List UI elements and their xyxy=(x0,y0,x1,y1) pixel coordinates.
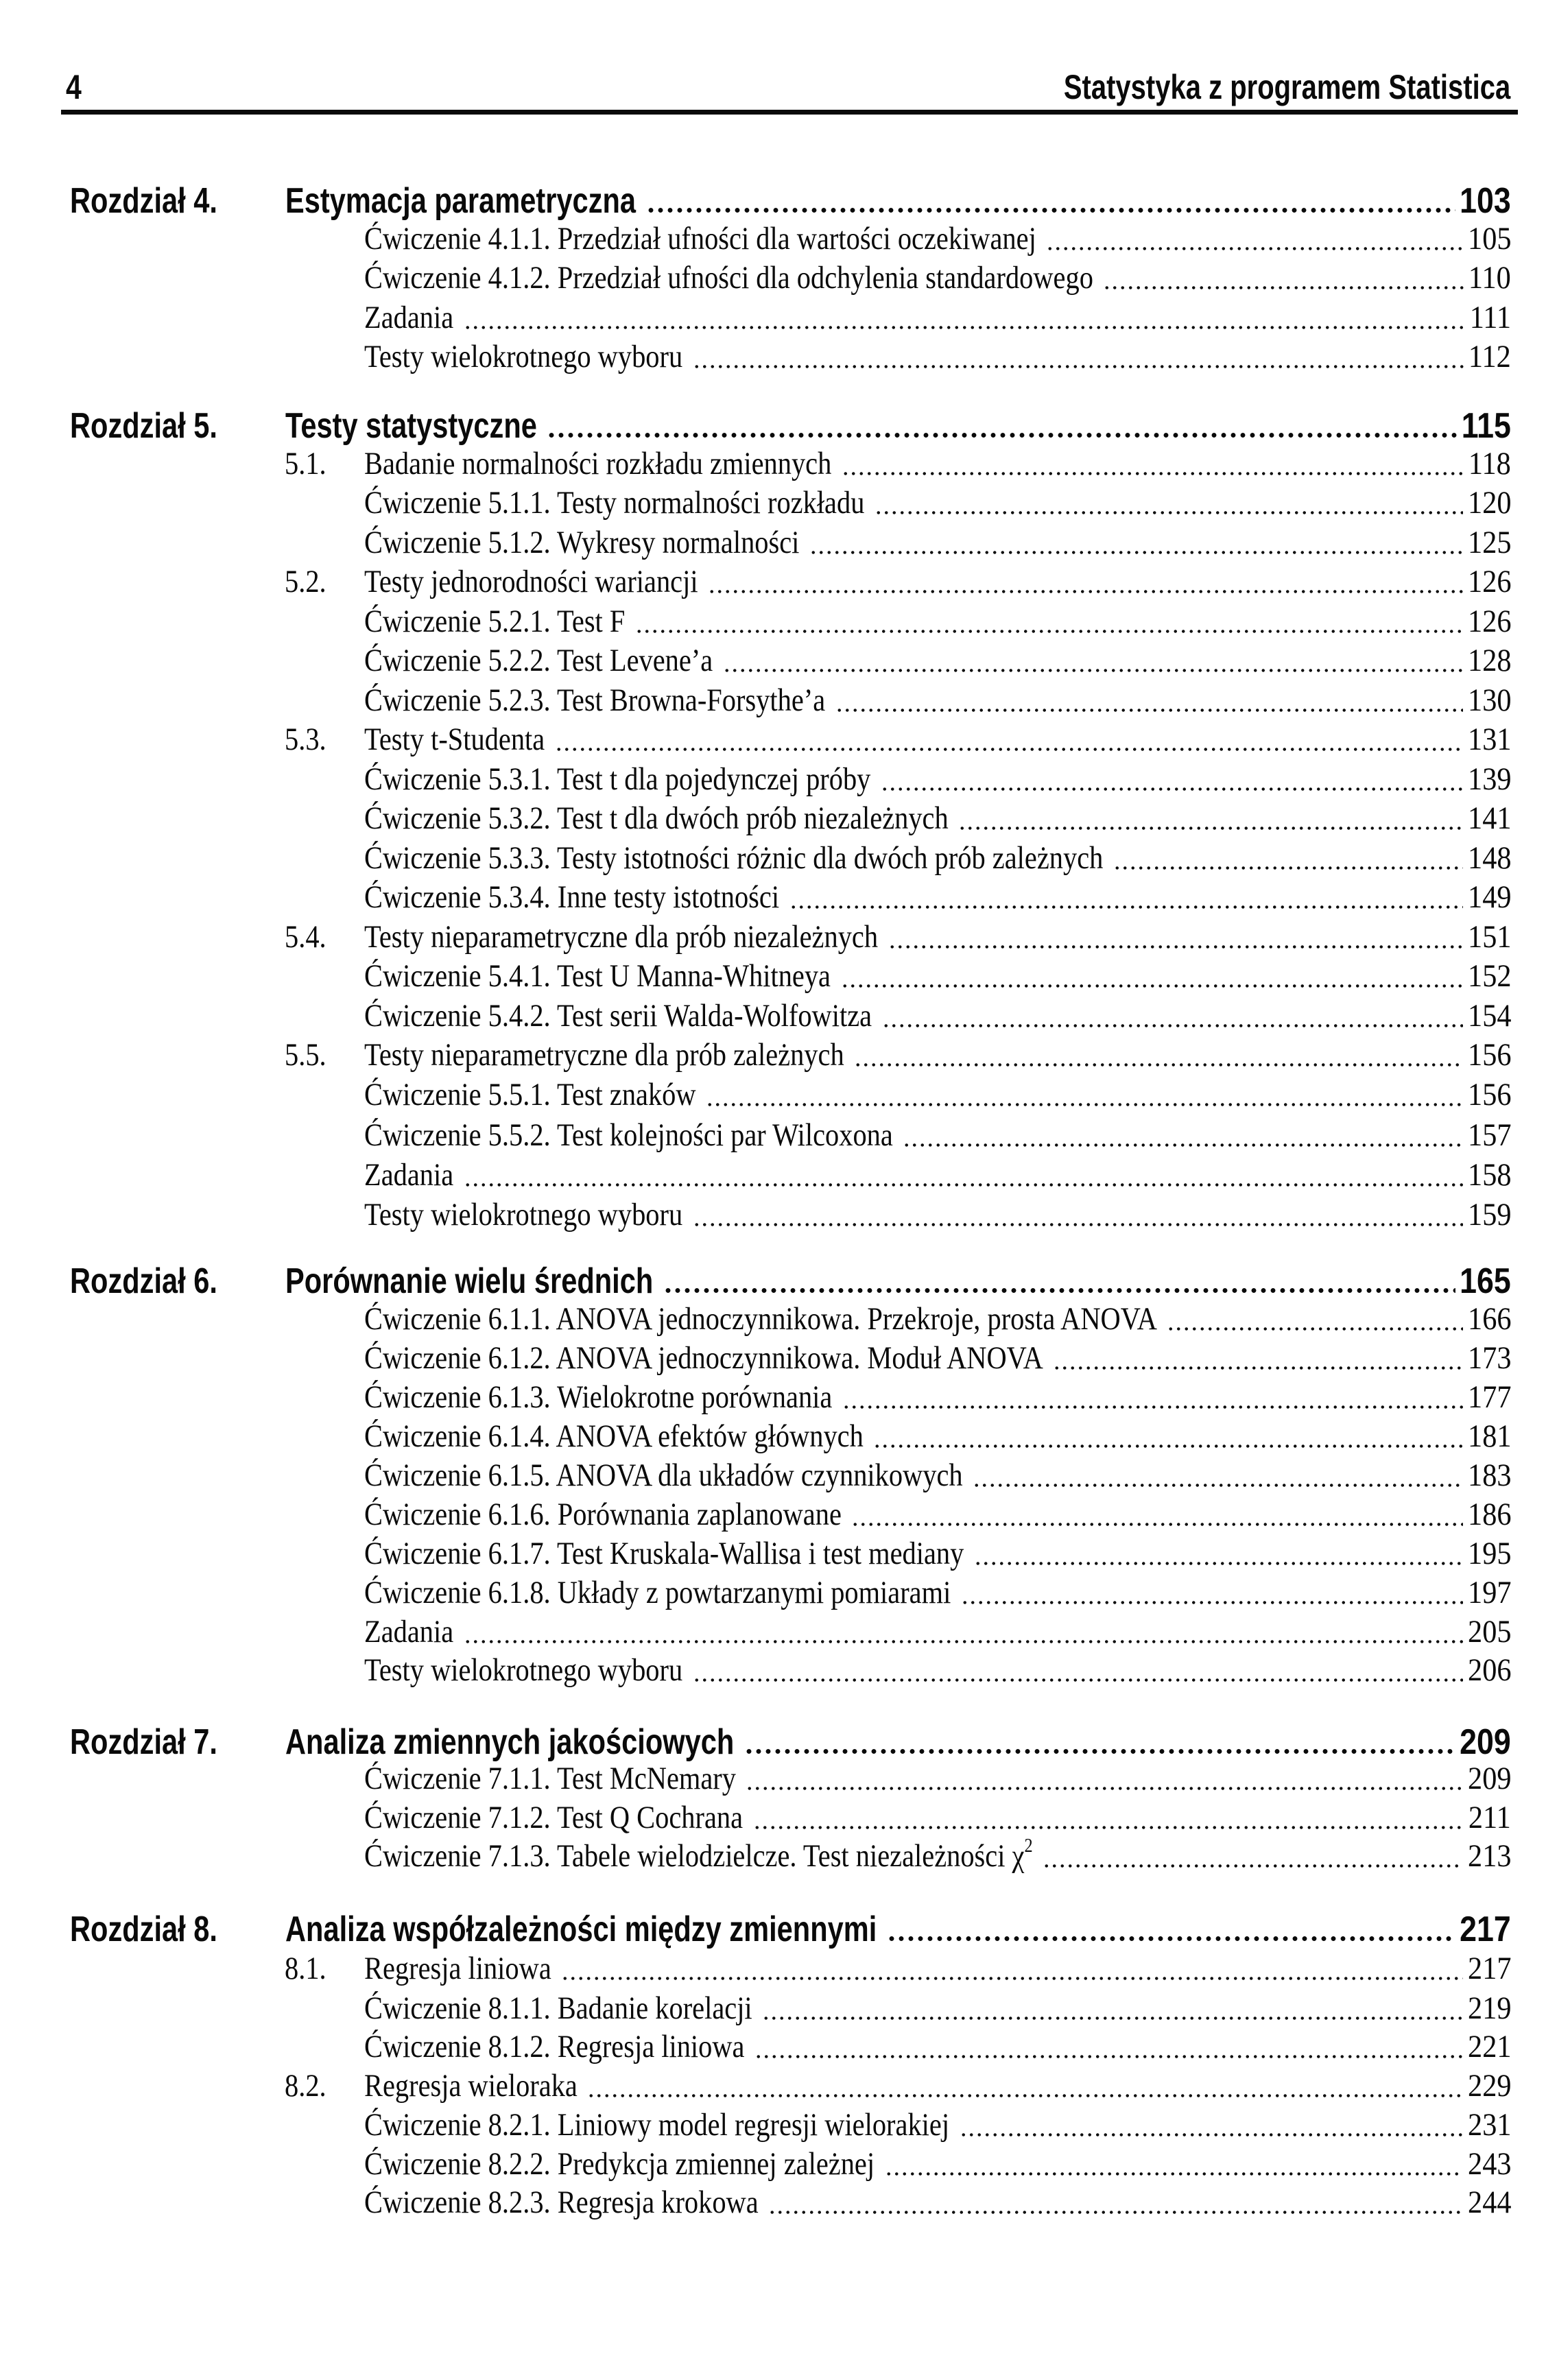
entry-title xyxy=(364,1416,864,1457)
toc-section[interactable] xyxy=(0,2065,1546,2106)
dot-leader xyxy=(708,590,1463,593)
toc-entry[interactable] xyxy=(0,257,1546,298)
dot-leader xyxy=(974,1562,1463,1565)
page-ref: 110 xyxy=(1468,260,1511,296)
dot-leader xyxy=(887,1936,1455,1941)
toc-entry[interactable] xyxy=(0,2182,1546,2223)
dot-leader xyxy=(1053,1366,1463,1370)
dot-leader xyxy=(809,551,1463,554)
page-ref: 128 xyxy=(1467,643,1511,678)
header-rule xyxy=(61,110,1518,115)
page-ref: 205 xyxy=(1467,1614,1511,1650)
toc-entry[interactable] xyxy=(0,1988,1546,2029)
section-number: 5.5. xyxy=(285,1037,326,1073)
section-number: 5.3. xyxy=(285,722,326,757)
toc-entry[interactable] xyxy=(0,640,1546,681)
entry-text: Analiza współzależności między zmiennymi xyxy=(285,1909,877,1949)
entry-title xyxy=(364,798,949,839)
toc-section[interactable] xyxy=(0,1948,1546,1989)
entry-text: Ćwiczenie 8.1.1. Badanie korelacji xyxy=(364,1990,752,2026)
entry-text: Ćwiczenie 6.1.3. Wielokrotne porównania xyxy=(364,1379,833,1415)
page-ref: 157 xyxy=(1467,1117,1511,1153)
page-ref: 165 xyxy=(1460,1261,1511,1301)
toc-chapter[interactable] xyxy=(0,1909,1546,1950)
toc-entry[interactable] xyxy=(0,336,1546,377)
dot-leader xyxy=(646,208,1455,213)
toc-entry[interactable] xyxy=(0,798,1546,839)
dot-leader xyxy=(464,1183,1463,1187)
dot-leader xyxy=(873,1444,1463,1448)
entry-title xyxy=(364,1194,682,1235)
toc-chapter[interactable] xyxy=(0,405,1546,447)
dot-leader xyxy=(842,472,1464,475)
toc-chapter[interactable] xyxy=(0,1722,1546,1763)
entry-text: Ćwiczenie 7.1.1. Test McNemary xyxy=(364,1761,736,1796)
dot-leader xyxy=(854,1063,1463,1067)
page-ref: 186 xyxy=(1467,1497,1511,1532)
page-ref: 221 xyxy=(1467,2029,1511,2064)
dot-leader xyxy=(835,709,1463,712)
entry-text: Ćwiczenie 5.3.3. Testy istotności różnic dla dwóch prób zależnych xyxy=(364,840,1104,876)
toc-entry[interactable] xyxy=(0,1194,1546,1235)
chapter-title xyxy=(285,1261,653,1302)
page-ref: 197 xyxy=(1467,1575,1511,1610)
entry-text: Ćwiczenie 5.1.1. Testy normalności rozkładu xyxy=(364,485,865,521)
dot-leader xyxy=(723,669,1463,672)
entry-text: Testy nieparametryczne dla prób niezależnych xyxy=(364,919,879,955)
page-ref: 211 xyxy=(1468,1800,1511,1835)
page-ref: 103 xyxy=(1460,181,1511,221)
entry-text: Testy t-Studenta xyxy=(364,722,545,757)
toc-entry[interactable] xyxy=(0,680,1546,721)
page-ref: 151 xyxy=(1467,919,1511,955)
entry-text: Ćwiczenie 4.1.1. Przedział ufności dla wartości oczekiwanej xyxy=(364,221,1036,257)
page-ref: 209 xyxy=(1467,1761,1511,1796)
chapter-label: Rozdział 7. xyxy=(70,1722,217,1762)
entry-text: Ćwiczenie 5.5.2. Test kolejności par Wilcoxona xyxy=(364,1117,893,1153)
chapter-title xyxy=(285,180,636,222)
entry-text: Ćwiczenie 5.2.3. Test Browna-Forsythe’a xyxy=(364,682,826,718)
page-ref: 120 xyxy=(1467,485,1511,521)
page-ref: 177 xyxy=(1467,1379,1511,1415)
entry-title xyxy=(364,1797,743,1838)
page-ref: 217 xyxy=(1460,1909,1511,1949)
dot-leader xyxy=(1167,1327,1463,1331)
toc-entry[interactable] xyxy=(0,955,1546,997)
dot-leader xyxy=(706,1103,1463,1106)
dot-leader xyxy=(882,1024,1463,1027)
page-ref: 141 xyxy=(1467,800,1511,836)
page-ref: 139 xyxy=(1467,761,1511,797)
dot-leader xyxy=(753,1826,1464,1829)
dot-leader xyxy=(555,748,1463,751)
toc-entry[interactable] xyxy=(0,1650,1546,1691)
superscript: 2 xyxy=(1024,1835,1033,1857)
entry-text: Porównanie wielu średnich xyxy=(285,1261,654,1301)
section-number: 5.4. xyxy=(285,919,326,955)
entry-title xyxy=(364,336,682,377)
entry-title xyxy=(364,297,453,338)
toc-entry[interactable] xyxy=(0,1377,1546,1418)
entry-text: Ćwiczenie 6.1.1. ANOVA jednoczynnikowa. Przekroje, prosta ANOVA xyxy=(364,1301,1157,1337)
toc-entry[interactable] xyxy=(0,1115,1546,1156)
entry-text: Ćwiczenie 5.3.4. Inne testy istotności xyxy=(364,879,780,915)
entry-title xyxy=(364,759,870,800)
entry-title xyxy=(364,877,779,918)
entry-text: Testy statystyczne xyxy=(285,406,537,446)
chapter-title xyxy=(285,405,537,447)
entry-title xyxy=(364,522,799,563)
toc-section[interactable] xyxy=(0,1034,1546,1075)
page-ref: 183 xyxy=(1467,1457,1511,1493)
page-ref: 156 xyxy=(1467,1077,1511,1112)
page-ref: 229 xyxy=(1467,2068,1511,2104)
page-ref: 148 xyxy=(1467,840,1511,876)
entry-title xyxy=(364,1115,893,1156)
dot-leader xyxy=(746,1787,1463,1790)
entry-title xyxy=(364,916,878,957)
toc-entry[interactable] xyxy=(0,1337,1546,1379)
toc-section[interactable] xyxy=(0,916,1546,957)
page-ref: 244 xyxy=(1467,2185,1511,2220)
dot-leader xyxy=(1103,286,1464,289)
dot-leader xyxy=(464,326,1465,329)
toc-entry[interactable] xyxy=(0,2026,1546,2067)
dot-leader xyxy=(881,787,1463,791)
entry-text: Ćwiczenie 5.2.1. Test F xyxy=(364,604,626,639)
dot-leader xyxy=(464,1640,1463,1643)
page-ref: 130 xyxy=(1467,682,1511,718)
entry-text: Zadania xyxy=(364,1614,454,1650)
section-number: 5.2. xyxy=(285,564,326,599)
dot-leader xyxy=(851,1523,1463,1526)
entry-title xyxy=(364,680,825,721)
dot-leader xyxy=(842,1405,1463,1409)
chapter-label: Rozdział 5. xyxy=(70,406,217,446)
page-ref: 154 xyxy=(1467,998,1511,1034)
page-ref: 213 xyxy=(1467,1838,1511,1874)
toc-entry[interactable] xyxy=(0,2143,1546,2185)
page-ref: 126 xyxy=(1467,564,1511,599)
entry-title xyxy=(364,1377,832,1418)
page-ref: 125 xyxy=(1467,525,1511,560)
entry-text: Ćwiczenie 6.1.7. Test Kruskala-Wallisa i test mediany xyxy=(364,1536,964,1571)
dot-leader xyxy=(903,1143,1463,1147)
entry-text: Testy wielokrotnego wyboru xyxy=(364,1652,683,1688)
page-ref: 231 xyxy=(1467,2107,1511,2143)
toc-entry[interactable] xyxy=(0,482,1546,523)
entry-title xyxy=(364,257,1093,298)
entry-title xyxy=(364,640,713,681)
entry-title xyxy=(364,1572,951,1613)
chapter-title xyxy=(285,1722,734,1763)
dot-leader xyxy=(958,826,1463,830)
entry-title xyxy=(364,2143,875,2185)
chapter-label: Rozdział 4. xyxy=(70,181,217,221)
entry-title xyxy=(364,955,831,997)
toc-entry[interactable] xyxy=(0,1074,1546,1115)
toc-entry[interactable] xyxy=(0,522,1546,563)
toc-entry[interactable] xyxy=(0,1835,1546,1877)
page-ref: 105 xyxy=(1467,221,1511,257)
page-ref: 126 xyxy=(1467,604,1511,639)
entry-title xyxy=(364,443,831,484)
page-ref: 173 xyxy=(1467,1340,1511,1376)
page-ref: 243 xyxy=(1467,2146,1511,2182)
entry-text: Ćwiczenie 8.1.2. Regresja liniowa xyxy=(364,2029,745,2064)
entry-title xyxy=(364,1758,736,1799)
entry-text: Ćwiczenie 6.1.5. ANOVA dla układów czynnikowych xyxy=(364,1457,963,1493)
entry-text: Testy nieparametryczne dla prób zależnych xyxy=(364,1037,844,1073)
toc-chapter[interactable] xyxy=(0,1261,1546,1302)
toc-chapter[interactable] xyxy=(0,180,1546,222)
dot-leader xyxy=(561,1977,1463,1980)
toc-entry[interactable] xyxy=(0,2104,1546,2145)
toc-entry[interactable] xyxy=(0,1572,1546,1613)
dot-leader xyxy=(587,2094,1463,2097)
dot-leader xyxy=(693,1223,1463,1226)
entry-text: Ćwiczenie 8.2.2. Predykcja zmiennej zależnej xyxy=(364,2146,875,2182)
toc-entry[interactable] xyxy=(0,837,1546,879)
dot-leader xyxy=(1046,247,1463,250)
entry-text: Ćwiczenie 4.1.2. Przedział ufności dla odchylenia standardowego xyxy=(364,260,1093,296)
section-number: 5.1. xyxy=(285,446,326,481)
toc-entry[interactable] xyxy=(0,1298,1546,1340)
toc-entry[interactable] xyxy=(0,1455,1546,1496)
entry-title xyxy=(364,482,864,523)
entry-title xyxy=(364,2065,578,2106)
toc-entry[interactable] xyxy=(0,601,1546,642)
toc-section[interactable] xyxy=(0,561,1546,602)
page-ref: 118 xyxy=(1468,446,1511,481)
dot-leader xyxy=(663,1288,1455,1293)
dot-leader xyxy=(635,630,1463,633)
entry-text: Badanie normalności rozkładu zmiennych xyxy=(364,446,832,481)
entry-text: Ćwiczenie 5.5.1. Test znaków xyxy=(364,1077,696,1112)
chapter-label: Rozdział 8. xyxy=(70,1909,217,1949)
chapter-title xyxy=(285,1909,877,1950)
book-title: Statystyka z programem Statistica xyxy=(1063,68,1510,106)
section-number: 8.2. xyxy=(285,2068,326,2104)
dot-leader xyxy=(547,433,1457,438)
dot-leader xyxy=(961,1601,1463,1604)
toc-entry[interactable] xyxy=(0,297,1546,338)
entry-text: Ćwiczenie 6.1.6. Porównania zaplanowane xyxy=(364,1497,842,1532)
entry-text: Ćwiczenie 5.3.2. Test t dla dwóch prób niezależnych xyxy=(364,800,949,836)
entry-text: Testy wielokrotnego wyboru xyxy=(364,1197,683,1233)
page-ref: 111 xyxy=(1469,300,1511,335)
entry-text: Zadania xyxy=(364,300,454,335)
entry-text: Ćwiczenie 5.3.1. Test t dla pojedynczej próby xyxy=(364,761,871,797)
chapter-label: Rozdział 6. xyxy=(70,1261,217,1301)
page-ref: 219 xyxy=(1467,1990,1511,2026)
entry-title xyxy=(364,1948,551,1989)
entry-text: Ćwiczenie 8.2.1. Liniowy model regresji wielorakiej xyxy=(364,2107,950,2143)
entry-title xyxy=(364,218,1036,259)
entry-title xyxy=(364,1611,453,1652)
dot-leader xyxy=(973,1484,1463,1487)
entry-title xyxy=(364,561,698,602)
toc-entry[interactable] xyxy=(0,1533,1546,1574)
dot-leader xyxy=(762,2016,1463,2020)
dot-leader xyxy=(875,511,1463,514)
entry-title xyxy=(364,601,625,642)
page-ref: 195 xyxy=(1467,1536,1511,1571)
entry-text: Ćwiczenie 7.1.2. Test Q Cochrana xyxy=(364,1800,744,1835)
toc-section[interactable] xyxy=(0,719,1546,760)
entry-text: Regresja liniowa xyxy=(364,1951,551,1986)
page-ref: 156 xyxy=(1467,1037,1511,1073)
toc-entry[interactable] xyxy=(0,759,1546,800)
entry-title xyxy=(364,1650,682,1691)
entry-title xyxy=(364,2104,949,2145)
toc-section[interactable] xyxy=(0,443,1546,484)
dot-leader xyxy=(1113,866,1463,870)
entry-text: Ćwiczenie 5.1.2. Wykresy normalności xyxy=(364,525,800,560)
entry-title xyxy=(364,1455,963,1496)
page-ref: 115 xyxy=(1461,406,1511,446)
page-ref: 206 xyxy=(1467,1652,1511,1688)
entry-text: Estymacja parametryczna xyxy=(285,181,637,221)
dot-leader xyxy=(888,945,1463,949)
page-ref: 158 xyxy=(1467,1157,1511,1193)
dot-leader xyxy=(693,365,1464,368)
toc-entry[interactable] xyxy=(0,1494,1546,1535)
page-ref: 217 xyxy=(1467,1951,1511,1986)
toc-entry[interactable] xyxy=(0,218,1546,259)
dot-leader xyxy=(754,2055,1463,2058)
entry-title xyxy=(364,1988,752,2029)
toc-entry[interactable] xyxy=(0,1154,1546,1195)
entry-text: Ćwiczenie 5.2.2. Test Levene’a xyxy=(364,643,713,678)
dot-leader xyxy=(1043,1864,1463,1868)
entry-title xyxy=(364,1298,1157,1340)
entry-text: Ćwiczenie 8.2.3. Regresja krokowa xyxy=(364,2185,759,2220)
entry-text: Ćwiczenie 7.1.3. Tabele wielodzielcze. Test niezależności χ xyxy=(364,1838,1025,1874)
dot-leader xyxy=(768,2211,1463,2214)
entry-title xyxy=(364,1533,964,1574)
entry-title xyxy=(364,1835,1033,1877)
dot-leader xyxy=(693,1678,1463,1682)
entry-title xyxy=(364,837,1103,879)
entry-text: Zadania xyxy=(364,1157,454,1193)
dot-leader xyxy=(960,2133,1463,2137)
entry-text: Ćwiczenie 6.1.8. Układy z powtarzanymi pomiarami xyxy=(364,1575,951,1610)
entry-text: Ćwiczenie 5.4.1. Test U Manna-Whitneya xyxy=(364,958,831,994)
dot-leader xyxy=(841,984,1463,988)
entry-title xyxy=(364,2026,744,2067)
page-ref: 159 xyxy=(1467,1197,1511,1233)
toc-entry[interactable] xyxy=(0,995,1546,1036)
page-ref: 209 xyxy=(1460,1722,1511,1762)
entry-text: Testy wielokrotnego wyboru xyxy=(364,339,683,374)
toc-entry[interactable] xyxy=(0,1797,1546,1838)
page-ref: 149 xyxy=(1467,879,1511,915)
entry-title xyxy=(364,1074,696,1115)
dot-leader xyxy=(885,2172,1463,2176)
entry-text: Analiza zmiennych jakościowych xyxy=(285,1722,735,1762)
page-number: 4 xyxy=(66,68,82,106)
entry-title xyxy=(364,1034,844,1075)
entry-title xyxy=(364,1494,842,1535)
entry-title xyxy=(364,2182,759,2223)
page-ref: 152 xyxy=(1467,958,1511,994)
toc-entry[interactable] xyxy=(0,877,1546,918)
entry-title xyxy=(364,995,872,1036)
toc-entry[interactable] xyxy=(0,1611,1546,1652)
page-ref: 131 xyxy=(1467,722,1511,757)
entry-text: Regresja wieloraka xyxy=(364,2068,578,2104)
entry-text: Testy jednorodności wariancji xyxy=(364,564,698,599)
page-ref: 112 xyxy=(1468,339,1511,374)
toc-entry[interactable] xyxy=(0,1758,1546,1799)
entry-text: Ćwiczenie 6.1.2. ANOVA jednoczynnikowa. Moduł ANOVA xyxy=(364,1340,1043,1376)
dot-leader xyxy=(789,905,1463,909)
entry-title xyxy=(364,719,545,760)
entry-title xyxy=(364,1154,453,1195)
dot-leader xyxy=(744,1749,1455,1754)
entry-text: Ćwiczenie 5.4.2. Test serii Walda-Wolfowitza xyxy=(364,998,872,1034)
page-ref: 166 xyxy=(1467,1301,1511,1337)
section-number: 8.1. xyxy=(285,1951,326,1986)
toc-entry[interactable] xyxy=(0,1416,1546,1457)
page-ref: 181 xyxy=(1467,1418,1511,1454)
entry-title xyxy=(364,1337,1043,1379)
entry-text: Ćwiczenie 6.1.4. ANOVA efektów głównych xyxy=(364,1418,864,1454)
